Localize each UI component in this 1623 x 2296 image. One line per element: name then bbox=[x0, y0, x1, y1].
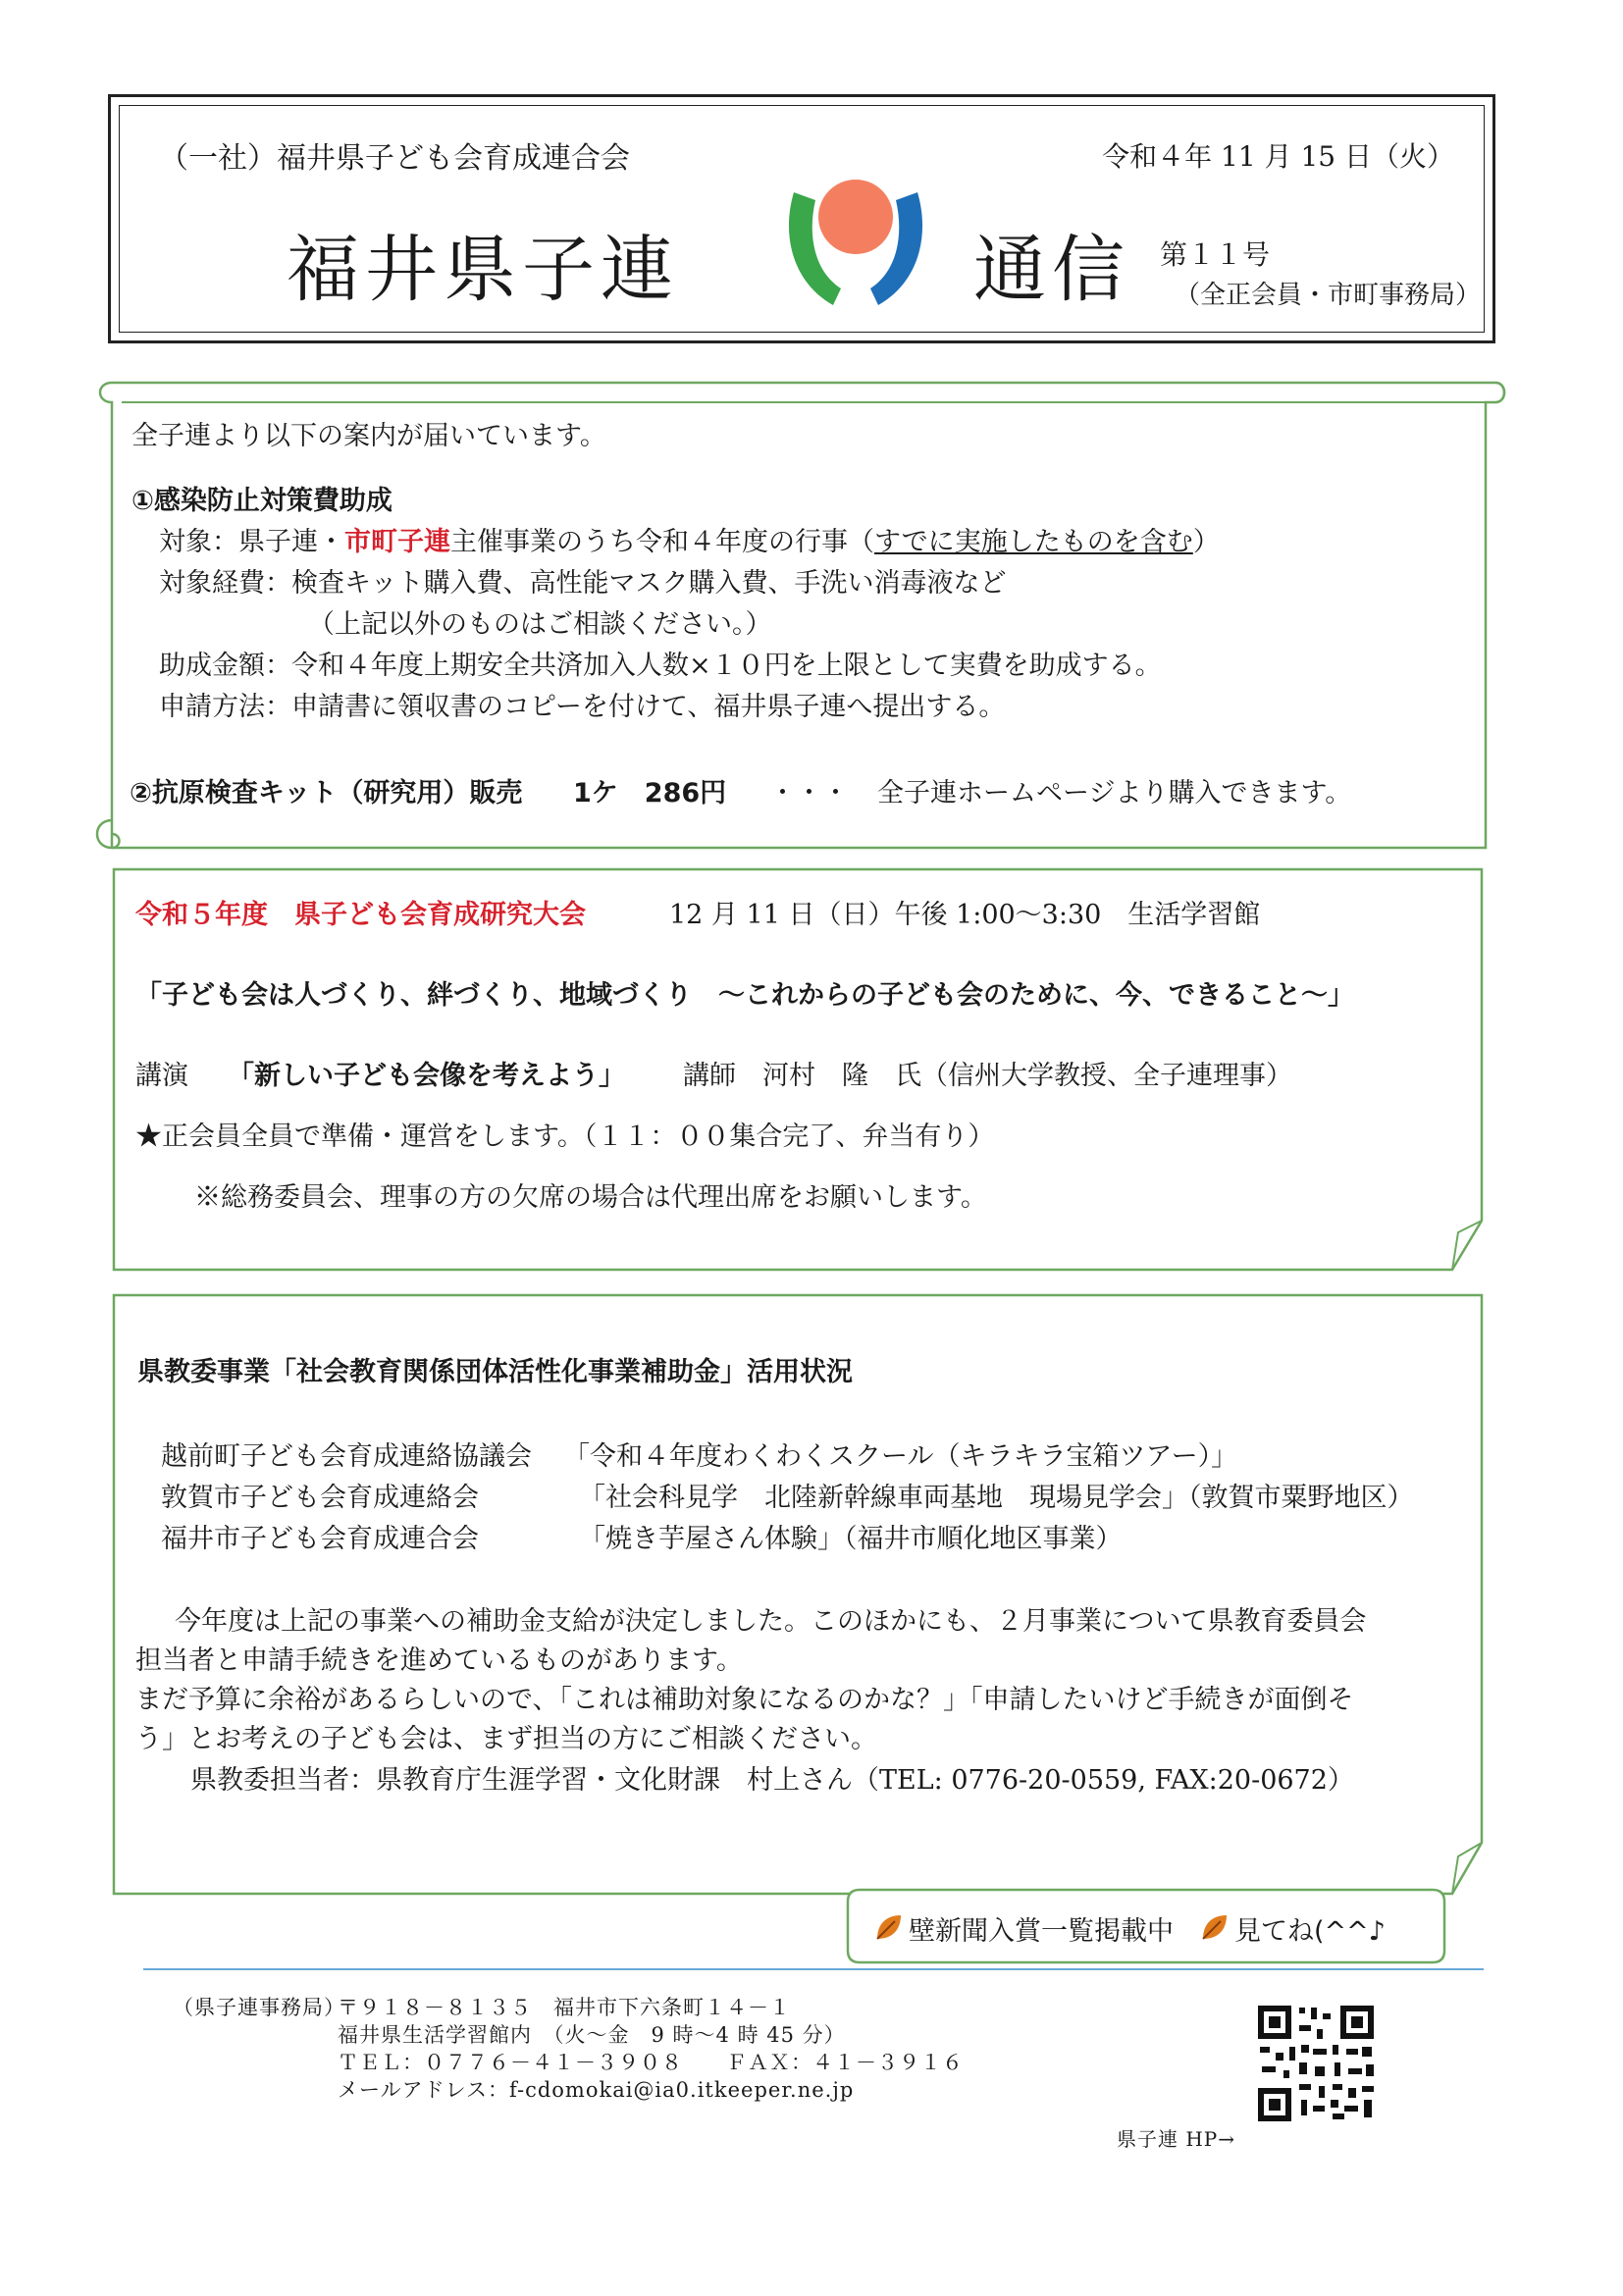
contact-line: 県教委担当者：県教育庁生涯学習・文化財課 村上さん（TEL: 0776-20-0559, FAX:20-0672） bbox=[190, 1765, 1354, 1796]
item2-title: ②抗原検査キット（研究用）販売 bbox=[130, 778, 523, 809]
autumn-leaf-icon bbox=[1199, 1911, 1230, 1943]
item2-note: 全子連ホームページより購入できます。 bbox=[877, 778, 1352, 809]
intro-text: 全子連より以下の案内が届いています。 bbox=[131, 421, 606, 451]
cost-note: （上記以外のものはご相談ください。） bbox=[308, 609, 772, 640]
amount-line: 助成金額：令和４年度上期安全共済加入人数×１０円を上限として実費を助成する。 bbox=[159, 651, 1162, 681]
para-line-2: 担当者と申請手続きを進めているものがあります。 bbox=[135, 1645, 743, 1676]
para-line-1: 今年度は上記の事業への補助金支給が決定しました。このほかにも、２月事業について県教育委員会 bbox=[175, 1606, 1367, 1637]
lecturer: 講師 河村 隆 氏（信州大学教授、全子連理事） bbox=[683, 1061, 1292, 1091]
lecture-label: 講演 bbox=[135, 1061, 188, 1091]
newspaper-banner[interactable] bbox=[846, 1890, 1444, 1962]
para-line-3: まだ予算に余裕があるらしいので、「これは補助対象になるのかな？」「申請したいけど手続きが面倒そ bbox=[135, 1685, 1354, 1715]
target-b: 主催事業のうち令和４年度の行事（ bbox=[450, 527, 874, 557]
row-org-3: 福井市子ども会育成連合会 bbox=[161, 1524, 479, 1554]
item2-dots: ・・・ bbox=[769, 778, 849, 809]
event-title: 令和５年度 県子ども会育成研究大会 bbox=[135, 900, 586, 930]
kodomokai-logo-icon bbox=[772, 173, 939, 320]
subsidy-box bbox=[112, 1293, 1484, 1896]
footer-hp-label: 県子連 HP→ bbox=[1117, 2127, 1236, 2151]
target-red: 市町子連 bbox=[344, 527, 450, 557]
issue-date: 令和４年 11 月 15 日（火） bbox=[1102, 140, 1454, 173]
title-right: 通信 bbox=[973, 228, 1130, 312]
footer-office: （県子連事務局） bbox=[173, 1996, 345, 2019]
autumn-leaf-icon bbox=[873, 1911, 905, 1943]
issue-number: 第１１号 bbox=[1160, 238, 1271, 271]
audience: （全正会員・市町事務局） bbox=[1175, 281, 1482, 310]
cost-line: 対象経費：検査キット購入費、高性能マスク購入費、手洗い消毒液など bbox=[159, 568, 1007, 599]
footer-tel: ＴＥＬ：０７７６－４１－３９０８ ＦＡＸ：４１－３９１６ bbox=[338, 2051, 964, 2074]
org-name: （一社）福井県子ども会育成連合会 bbox=[159, 141, 630, 176]
event-theme: 「子ども会は人づくり、絆づくり、地域づくり ～これからの子ども会のために、今、できること～」 bbox=[135, 980, 1354, 1011]
notice-box bbox=[112, 371, 1486, 848]
row-event-3: 「焼き芋屋さん体験」（福井市順化地区事業） bbox=[579, 1524, 1123, 1554]
row-event-1: 「令和４年度わくわくスクール（キラキラ宝箱ツアー）」 bbox=[563, 1441, 1238, 1472]
footer-divider bbox=[143, 1968, 1484, 1970]
subsidy-heading: 県教委事業「社会教育関係団体活性化事業補助金」活用状況 bbox=[137, 1357, 853, 1387]
target-underlined: すでに実施したものを含む bbox=[874, 527, 1193, 557]
method-line: 申請方法：申請書に領収書のコピーを付けて、福井県子連へ提出する。 bbox=[159, 692, 1006, 722]
header-box bbox=[108, 94, 1495, 343]
banner-text-b: 見てね(^^♪ bbox=[1234, 1916, 1387, 1947]
item2-price: 1ケ 286円 bbox=[573, 778, 727, 809]
item1-title: ①感染防止対策費助成 bbox=[131, 486, 393, 516]
row-org-1: 越前町子ども会育成連絡協議会 bbox=[161, 1441, 532, 1472]
target-a: 対象：県子連・ bbox=[159, 527, 344, 557]
note-proxy: ※総務委員会、理事の方の欠席の場合は代理出席をお願いします。 bbox=[194, 1182, 987, 1213]
row-event-2: 「社会科見学 北陸新幹線車両基地 現場見学会」（敦賀市粟野地区） bbox=[579, 1483, 1414, 1513]
event-info: 12 月 11 日（日）午後 1:00～3:30 生活学習館 bbox=[669, 900, 1261, 930]
para-line-4: う」とお考えの子ども会は、まず担当の方にご相談ください。 bbox=[135, 1724, 877, 1754]
row-org-2: 敦賀市子ども会育成連絡会 bbox=[161, 1483, 479, 1513]
banner-text-a: 壁新聞入賞一覧掲載中 bbox=[909, 1916, 1174, 1947]
target-c: ） bbox=[1192, 527, 1220, 557]
footer-mail[interactable]: メールアドレス：f-cdomokai@ia0.itkeeper.ne.jp bbox=[338, 2078, 855, 2102]
event-box bbox=[112, 867, 1484, 1272]
lecture-title: 「新しい子ども会像を考えよう」 bbox=[228, 1061, 625, 1091]
title-left: 福井県子連 bbox=[287, 228, 679, 312]
note-prep: ★正会員全員で準備・運営をします。（１１：００集合完了、弁当有り） bbox=[135, 1122, 995, 1152]
target-line bbox=[159, 520, 1220, 558]
footer-postal: 〒９１８－８１３５ 福井市下六条町１４－１ bbox=[338, 1996, 791, 2019]
qr-code-icon[interactable] bbox=[1254, 2002, 1378, 2125]
header-inner-frame bbox=[119, 105, 1485, 333]
footer-building: 福井県生活学習館内 （火～金 9 時～4 時 45 分） bbox=[338, 2023, 846, 2047]
